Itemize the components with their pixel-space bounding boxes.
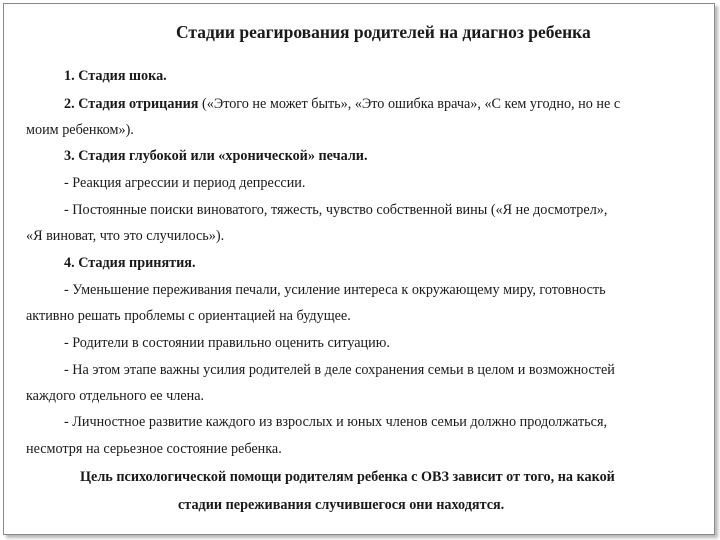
stage2-line2: моим ребенком»). xyxy=(26,122,134,138)
stage4-item3-line1: - На этом этапе важны усилия родителей в деле сохранения семьи в целом и возможностей xyxy=(64,362,615,378)
stage2-heading: 2. Стадия отрицания xyxy=(64,96,199,112)
stage4-item1-line1: - Уменьшение переживания печали, усиление интереса к окружающему миру, готовность xyxy=(64,282,606,298)
stage4-item1-line2: активно решать проблемы с ориентацией на будущее. xyxy=(26,308,351,324)
stage2-text: («Этого не может быть», «Это ошибка врача», «С кем угодно, но не с xyxy=(198,96,621,112)
stage4-item3-line2: каждого отдельного ее члена. xyxy=(26,388,205,404)
stage3-item2-line1: - Постоянные поиски виноватого, тяжесть, чувство собственной вины («Я не досмотрел», xyxy=(64,202,608,218)
stage4-item2: - Родители в состоянии правильно оценить ситуацию. xyxy=(64,335,390,351)
conclusion-line2: стадии переживания случившегося они находятся. xyxy=(178,497,505,513)
stage2-line1 xyxy=(64,96,620,113)
stage4-item4-line1: - Личностное развитие каждого из взрослых и юных членов семьи должно продолжаться, xyxy=(64,414,608,430)
slide-frame xyxy=(3,3,715,535)
stage3-item2-line2: «Я виноват, что это случилось»). xyxy=(26,228,225,244)
slide-title: Стадии реагирования родителей на диагноз ребенка xyxy=(176,22,591,42)
conclusion-line1: Цель психологической помощи родителям ребенка с ОВЗ зависит от того, на какой xyxy=(80,469,615,485)
stage3-item1: - Реакция агрессии и период депрессии. xyxy=(64,175,306,191)
stage4-heading: 4. Стадия принятия. xyxy=(64,255,196,271)
stage4-item4-line2: несмотря на серьезное состояние ребенка. xyxy=(26,441,282,457)
stage3-heading: 3. Стадия глубокой или «хронической» печали. xyxy=(64,148,368,164)
stage1-heading: 1. Стадия шока. xyxy=(64,68,167,84)
